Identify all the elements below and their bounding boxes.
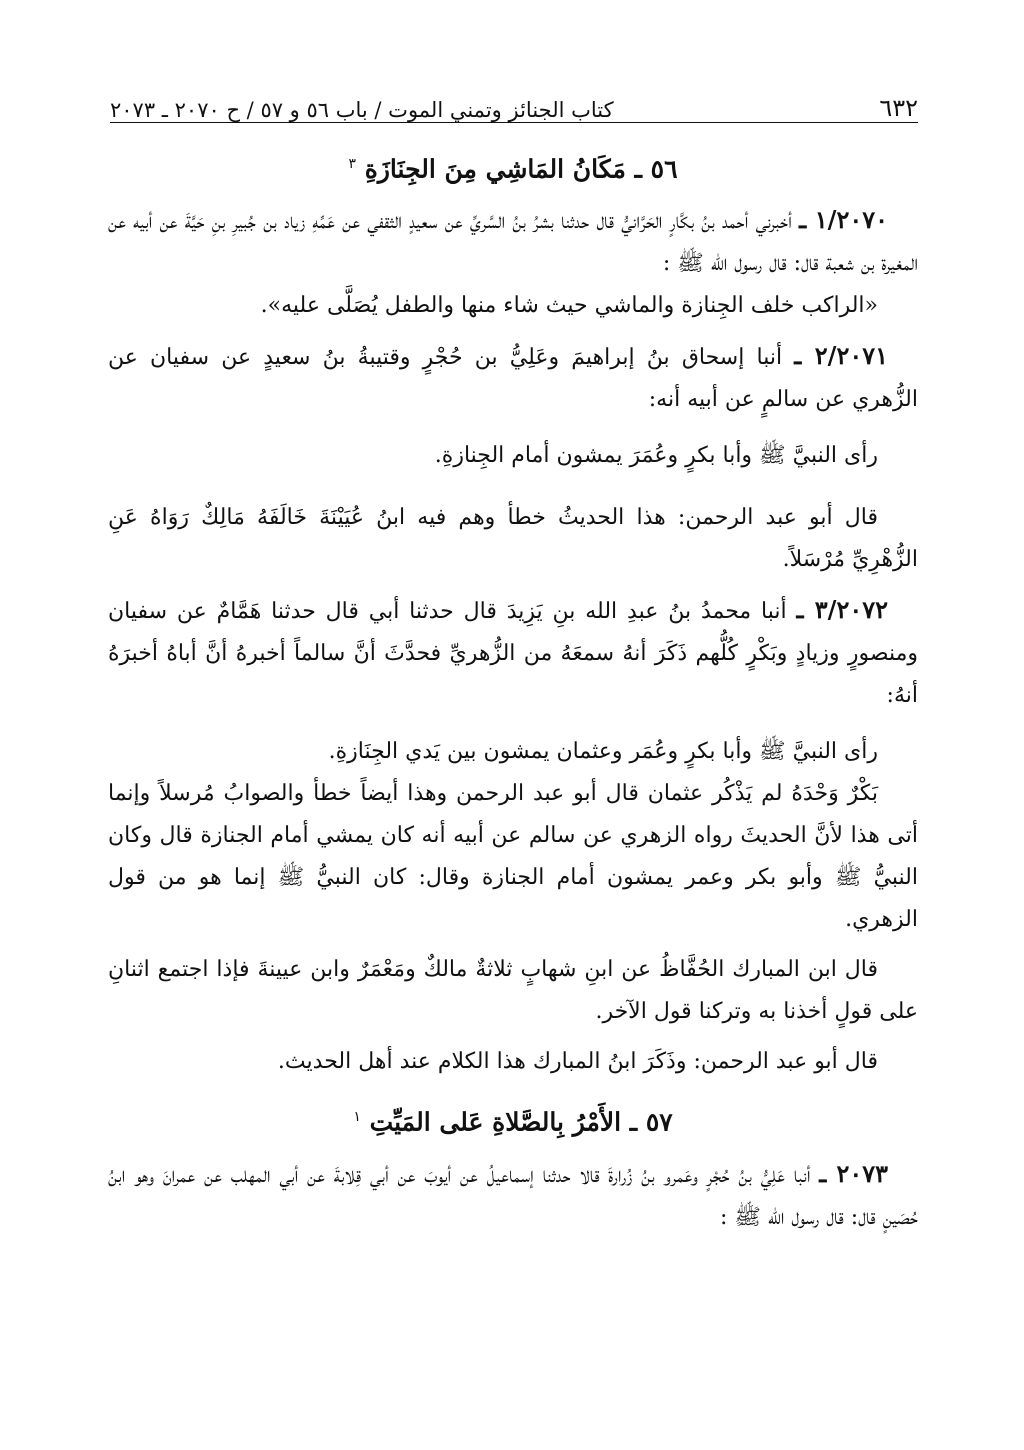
commentary: قال أبو عبد الرحمن: وذَكَرَ ابنُ المبارك هذا الكلام عند أهل الحديث. [277, 1049, 878, 1075]
chapter-title: ٥٦ ـ مَكَانُ المَاشِي مِنَ الجِنَازَةِ [364, 154, 678, 184]
hadith-text: أنبا إسحاق بنُ إبراهيمَ وعَلِيُّ بن حُجْرٍ وقتيبةُ بنُ سعيدٍ عن سفيان عن الزُّهري عن سالمٍ عن أبيه أنه: [108, 345, 918, 413]
page-number: ٦٣٢ [865, 94, 918, 122]
hadith-number: ٢/٢٠٧١ ـ [794, 341, 888, 371]
running-title: كتاب الجنائز وتمني الموت / باب ٥٦ و ٥٧ / ح ٢٠٧٠ ـ ٢٠٧٣ [110, 98, 614, 122]
hadith-quote: رأى النبيَّ ﷺ وأبا بكرٍ وعُمَرَ يمشون أمام الجِنازةِ. [434, 443, 878, 469]
running-header [110, 88, 918, 123]
hadith-2071 [108, 335, 918, 421]
commentary: قال أبو عبد الرحمن: هذا الحديثُ خطأ وهم فيه ابنُ عُيَيْنَةَ خَالَفَهُ مَالِكٌ رَوَاهُ عَنِ الزُّهْرِيِّ مُرْسَلاً. [108, 505, 918, 573]
chapter-heading-56 [108, 142, 918, 191]
hadith-text: أنبا عَلِيُّ بنُ حُجْرٍ وعَمرو بنُ زُرارةَ قالا حدثنا إسماعيلُ عن أيوبَ عن أبي قِلابةَ عن أبي المهلب عن عمرانَ وهو ابنُ حُصَينٍ قال: قال رسول الله ﷺ : [108, 1162, 918, 1230]
hadith-number: ٢٠٧٣ ـ [819, 1158, 888, 1188]
hadith-quote: رأى النبيَّ ﷺ وأبا بكرٍ وعُمَر وعثمان يمشون بين يَدي الجِنَازةِ. [328, 739, 878, 765]
hadith-quote: «الراكب خلف الجِنازة والماشي حيث شاء منها والطفل يُصَلَّى عليه». [260, 293, 878, 319]
hadith-2070 [108, 199, 918, 285]
footnote-marker: ٣ [348, 156, 357, 172]
hadith-text: أخبرني أحمد بنُ بكَّارٍ الحَرَّانيُّ قال حدثنا بشرُ بنُ السَّريِّ عن سعيدٍ الثقفي عن عَمِّهِ زياد بن جُبيرِ بنِ حَيَّةَ عن أبيه عن المغيرة بن شعبة قال: قال رسول الله ﷺ : [108, 209, 918, 277]
hadith-number: ٣/٢٠٧٢ ـ [796, 595, 888, 625]
hadith-text: أنبا محمدُ بنُ عبدِ الله بنِ يَزِيدَ قال حدثنا أبي قال حدثنا هَمَّامٌ عن سفيان ومنصورٍ وزيادٍ وبَكْرٍ كُلُّهم ذَكَرَ أنهُ سمعَهُ من الزُّهريِّ فحدَّثَ أنَّ سالماً أخبرهُ أنَّ أباهُ أخبرَهُ أنهُ: [108, 599, 918, 709]
chapter-title: ٥٧ ـ الأَمْرُ بِالصَّلاةِ عَلى المَيِّتِ [369, 1107, 673, 1137]
hadith-number: ١/٢٠٧٠ ـ [799, 205, 888, 235]
footnote-marker: ١ [353, 1109, 361, 1126]
commentary: قال ابن المبارك الحُفَّاظُ عن ابنِ شهابٍ ثلاثةٌ مالكٌ ومَعْمَرٌ وابن عيينةَ فإذا اجتمع اثنانِ على قولٍ أخذنا به وتركنا قول الآخر. [108, 957, 918, 1025]
page-body [108, 138, 918, 1239]
chapter-heading-57 [108, 1095, 918, 1144]
hadith-2072 [108, 589, 918, 717]
commentary: بَكْرٌ وَحْدَهُ لم يَذْكُر عثمان قال أبو عبد الرحمن وهذا أيضاً خطأ والصوابُ مُرسلاً وإنما أتى هذا لأنَّ الحديثَ رواه الزهري عن سالم عن أبيه أنه كان يمشي أمام الجنازة قال وكان النبيُّ ﷺ وأبو بكر وعمر يمشون أمام الجنازة وقال: كان النبيُّ ﷺ إنما هو من قول الزهري. [108, 781, 918, 933]
hadith-2073 [108, 1153, 918, 1239]
